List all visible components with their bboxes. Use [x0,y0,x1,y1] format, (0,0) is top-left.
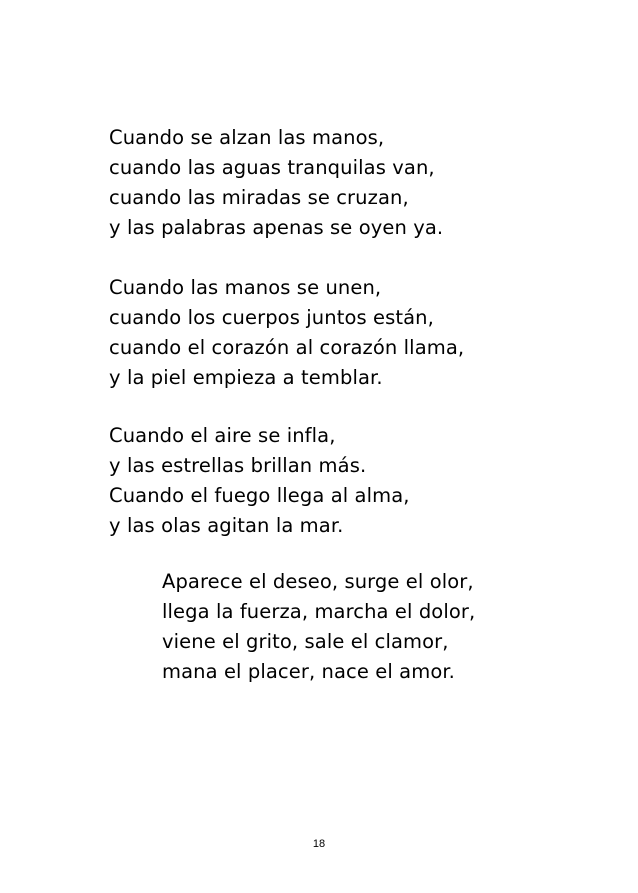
poem-line: cuando las miradas se cruzan, [109,186,409,209]
poem-line: y las olas agitan la mar. [109,514,344,537]
poem-line: cuando las aguas tranquilas van, [109,156,435,179]
poem-line: Cuando el aire se infla, [109,424,336,447]
poem-line: y las estrellas brillan más. [109,454,367,477]
poem-line: y la piel empieza a temblar. [109,366,383,389]
poem-line: cuando los cuerpos juntos están, [109,306,434,329]
poem-line: Cuando el fuego llega al alma, [109,484,410,507]
poem-line: viene el grito, sale el clamor, [162,630,449,653]
page-number: 18 [312,838,326,850]
poem-line: cuando el corazón al corazón llama, [109,336,465,359]
poem-line: llega la fuerza, marcha el dolor, [162,600,476,623]
poem-line: mana el placer, nace el amor. [162,660,455,683]
poem-stanza [109,123,443,243]
poem-stanza [109,421,410,541]
poem-stanza [109,273,464,393]
poem-line: Cuando se alzan las manos, [109,126,385,149]
poem-line: Aparece el deseo, surge el olor, [162,570,474,593]
poem-line: Cuando las manos se unen, [109,276,382,299]
poem-line: y las palabras apenas se oyen ya. [109,216,444,239]
poem-stanza-indented [162,567,475,687]
